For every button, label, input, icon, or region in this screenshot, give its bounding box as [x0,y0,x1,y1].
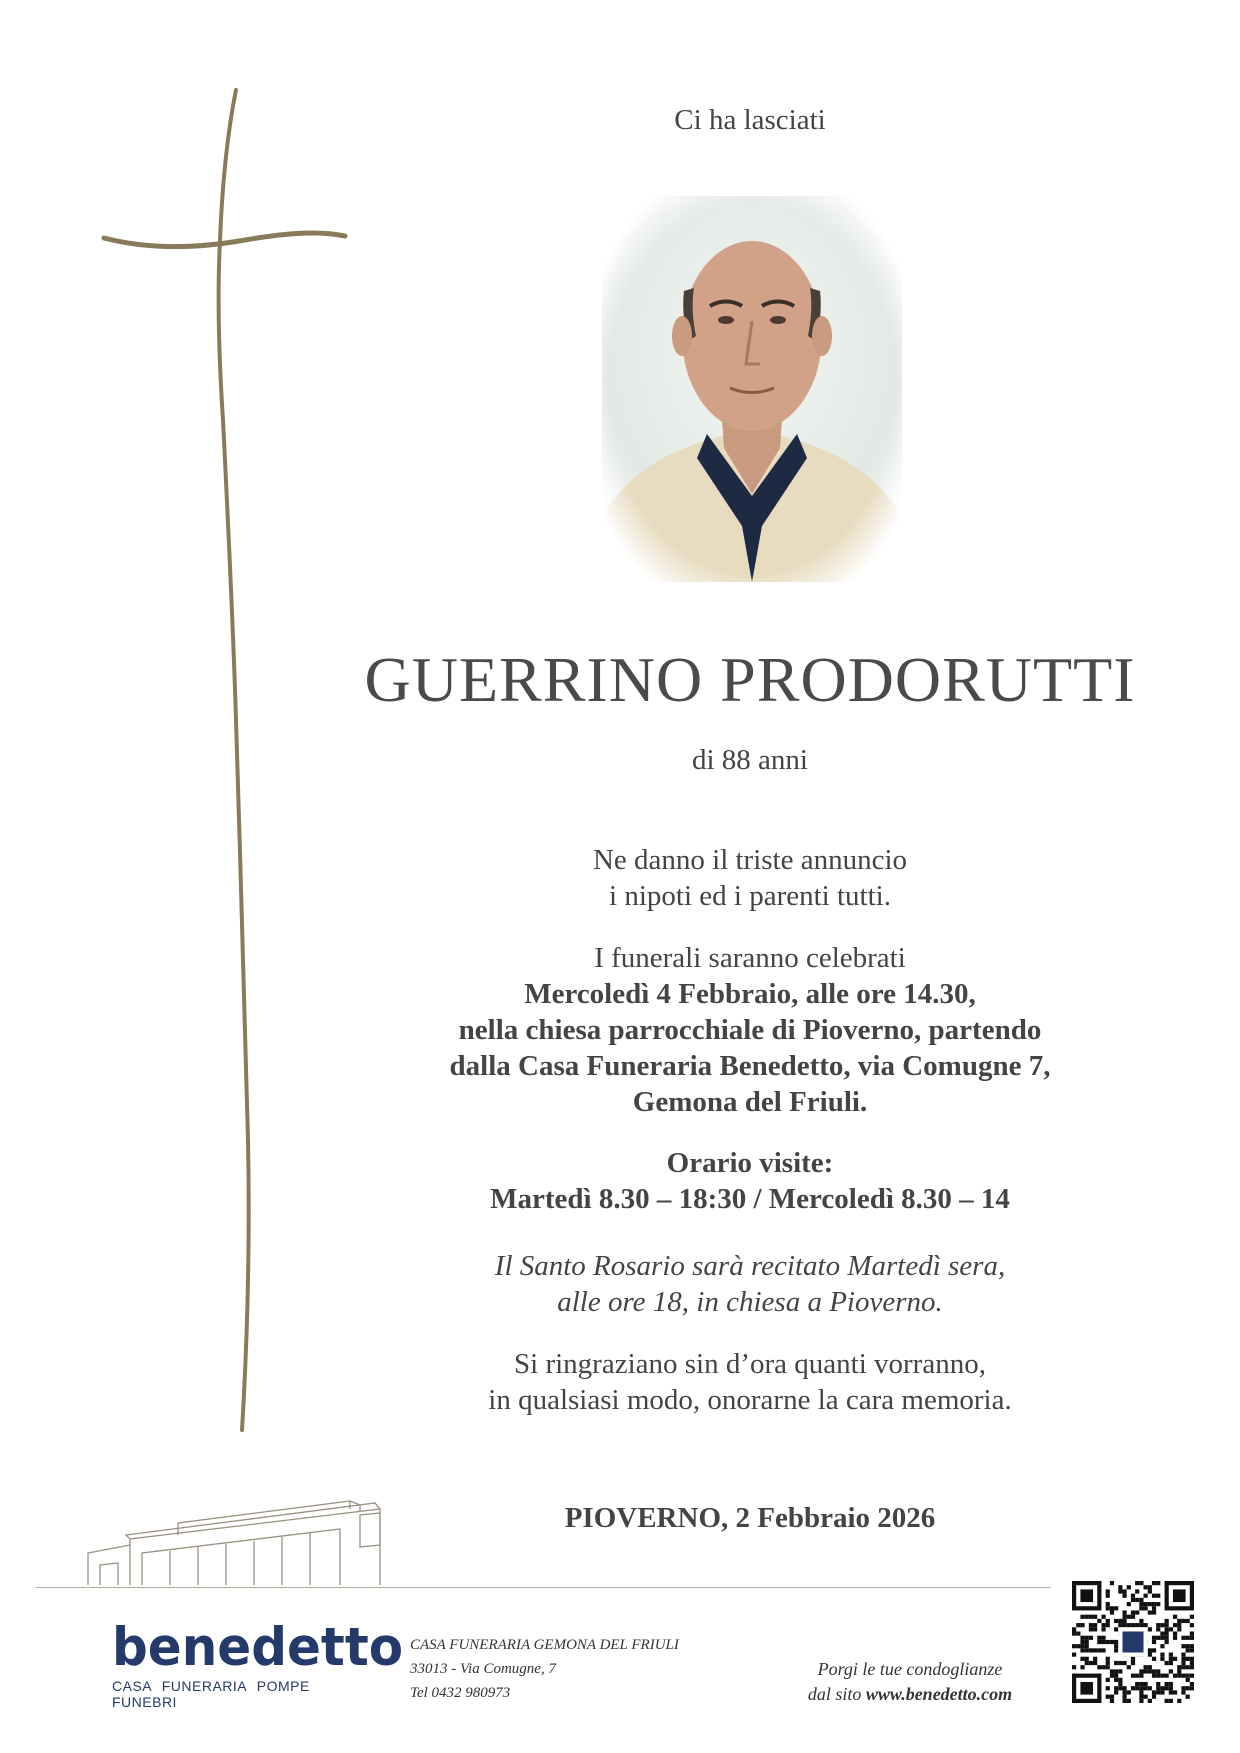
visits-title: Orario visite: [666,1147,834,1179]
building-icon [30,1465,410,1600]
qr-code-icon[interactable] [1072,1581,1194,1703]
funeral-home-address [410,1633,679,1705]
rosary-line: Il Santo Rosario sarà recitato Martedì sera, [494,1250,1006,1282]
announcement-line: Ne danno il triste annuncio [592,844,908,876]
logo-wordmark: benedetto [112,1616,404,1678]
funeral-line: Gemona del Friuli. [632,1086,868,1118]
address-phone: Tel 0432 980973 [410,1685,511,1701]
address-line: 33013 - Via Comugne, 7 [410,1661,556,1677]
funeral-line: dalla Casa Funeraria Benedetto, via Comugne 7, [449,1050,1051,1082]
rosary-line: alle ore 18, in chiesa a Pioverno. [557,1286,943,1318]
visits-hours: Martedì 8.30 – 18:30 / Mercoledì 8.30 – 14 [490,1183,1010,1215]
place-date: PIOVERNO, 2 Febbraio 2026 [564,1502,936,1534]
footer-divider [36,1587,1051,1588]
cross-ornament [0,0,420,1440]
announcement-block [370,842,1130,914]
condolences-prefix: dal sito [807,1684,866,1704]
address-line: CASA FUNERARIA GEMONA DEL FRIULI [410,1637,679,1653]
visits-block [370,1145,1130,1217]
rosary-block [370,1248,1130,1320]
deceased-name: GUERRINO PRODORUTTI [364,644,1136,715]
funeral-line: nella chiesa parrocchiale di Pioverno, partendo [458,1014,1042,1046]
funeral-line: Mercoledì 4 Febbraio, alle ore 14.30, [524,978,976,1010]
condolences-line: Porgi le tue condoglianze [817,1659,1003,1679]
benedetto-logo [112,1616,404,1710]
announcement-line: i nipoti ed i parenti tutti. [609,880,891,912]
condolences-note [780,1657,1040,1707]
logo-subtitle: CASA FUNERARIA POMPE FUNEBRI [112,1678,310,1710]
deceased-age: di 88 anni [692,744,808,776]
thanks-block [370,1346,1130,1418]
funeral-intro: I funerali saranno celebrati [594,942,906,974]
website-link[interactable]: www.benedetto.com [865,1684,1013,1704]
portrait-photo [602,196,902,582]
intro-text: Ci ha lasciati [674,104,826,136]
thanks-line: in qualsiasi modo, onorarne la cara memoria. [488,1384,1012,1416]
thanks-line: Si ringraziano sin d’ora quanti vorranno, [514,1348,986,1380]
condolences-line [780,1682,1040,1707]
funeral-block [370,940,1130,1120]
